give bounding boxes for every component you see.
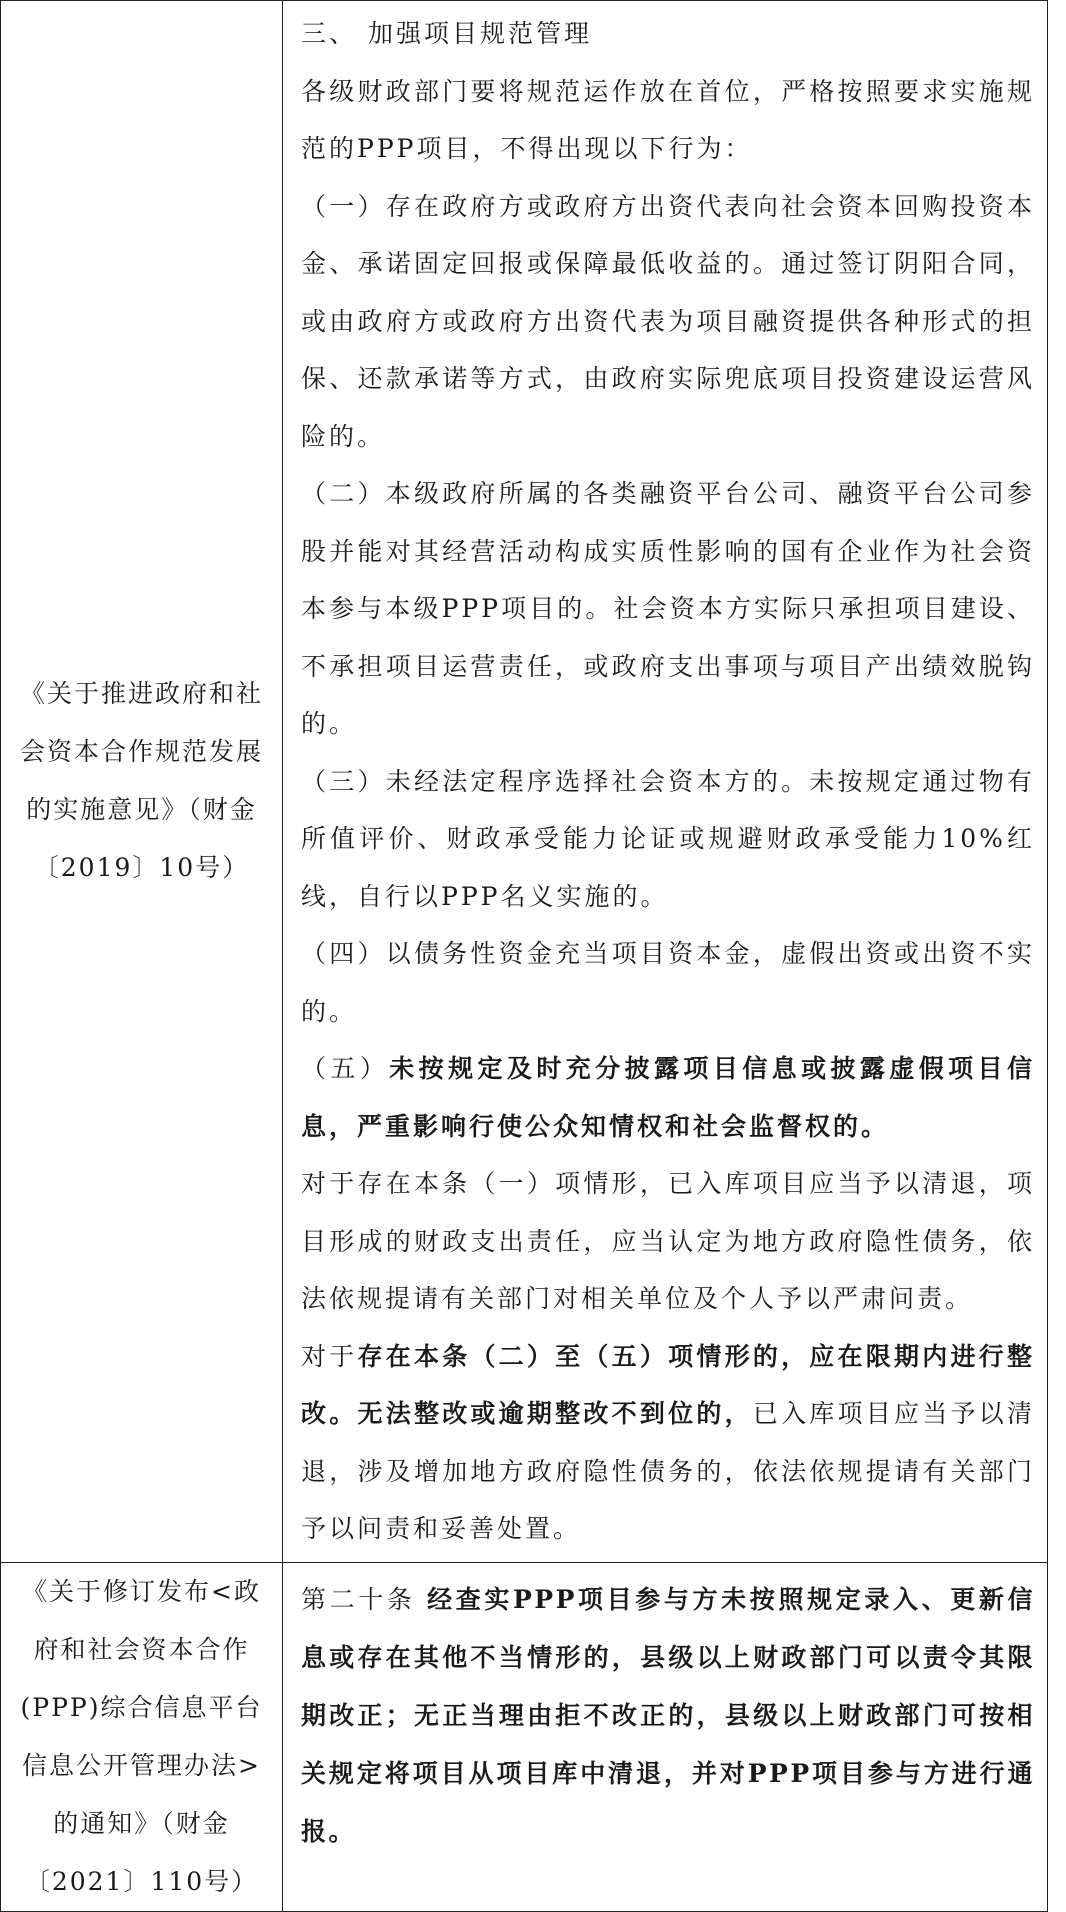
penalty-paragraph-1: 对于存在本条（一）项情形，已入库项目应当予以清退，项目形成的财政支出责任，应当认定为地方政府隐性债务，依法依规提请有关部门对相关单位及个人予以严肃问责。 [301, 1169, 1035, 1313]
source-document-title: 《关于推进政府和社会资本合作规范发展的实施意见》（财金〔2019〕10号） [19, 679, 263, 883]
item-5-bold-text: 未按规定及时充分披露项目信息或披露虚假项目信息，严重影响行使公众知情权和社会监督权的。 [301, 1054, 1035, 1141]
source-cell [1, 1562, 283, 1911]
item-5-prefix: （五） [301, 1054, 390, 1083]
table-row [1, 1, 1048, 1563]
content-cell [283, 1, 1048, 1563]
table-row [1, 1562, 1048, 1911]
article-bold-text: 经查实PPP项目参与方未按照规定录入、更新信息或存在其他不当情形的，县级以上财政部门可以责令其限期改正；无正当理由拒不改正的，县级以上财政部门可按相关规定将项目从项目库中清退，并对PPP项目参与方进行通报。 [301, 1584, 1035, 1846]
article-paragraph [301, 1571, 1035, 1861]
section-heading: 三、 加强项目规范管理 [301, 19, 592, 48]
para-2-rest: 已入库项目应当予以清退，涉及增加地方政府隐性债务的，依法依规提请有关部门予以问责和妥善处置。 [301, 1399, 1035, 1543]
para-2-prefix: 对于 [301, 1341, 358, 1371]
item-4: （四）以债务性资金充当项目资本金，虚假出资或出资不实的。 [301, 939, 1035, 1026]
item-3: （三）未经法定程序选择社会资本方的。未按规定通过物有所值评价、财政承受能力论证或规避财政承受能力10%红线，自行以PPP名义实施的。 [301, 766, 1035, 911]
penalty-paragraph-2 [301, 1328, 1035, 1558]
item-2: （二）本级政府所属的各类融资平台公司、融资平台公司参股并能对其经营活动构成实质性影响的国有企业作为社会资本参与本级PPP项目的。社会资本方实际只承担项目建设、不承担项目运营责任，或政府支出事项与项目产出绩效脱钩的。 [301, 479, 1035, 738]
content-cell [283, 1562, 1048, 1911]
item-5 [301, 1040, 1035, 1155]
source-document-title: 《关于修订发布<政府和社会资本合作(PPP)综合信息平台信息公开管理办法>的通知》（财金〔2021〕110号） [20, 1576, 263, 1896]
intro-paragraph: 各级财政部门要将规范运作放在首位，严格按照要求实施规范的PPP项目，不得出现以下行为： [301, 76, 1035, 163]
article-number: 第二十条 [301, 1584, 416, 1614]
source-cell [1, 1, 283, 1563]
para-2-bold-text: 存在本条（二）至（五）项情形的，应在限期内进行整改。无法整改或逾期整改不到位的， [301, 1341, 1035, 1428]
item-1: （一）存在政府方或政府方出资代表向社会资本回购投资本金、承诺固定回报或保障最低收益的。通过签订阴阳合同，或由政府方或政府方出资代表为项目融资提供各种形式的担保、还款承诺等方式，由政府实际兜底项目投资建设运营风险的。 [301, 191, 1035, 451]
